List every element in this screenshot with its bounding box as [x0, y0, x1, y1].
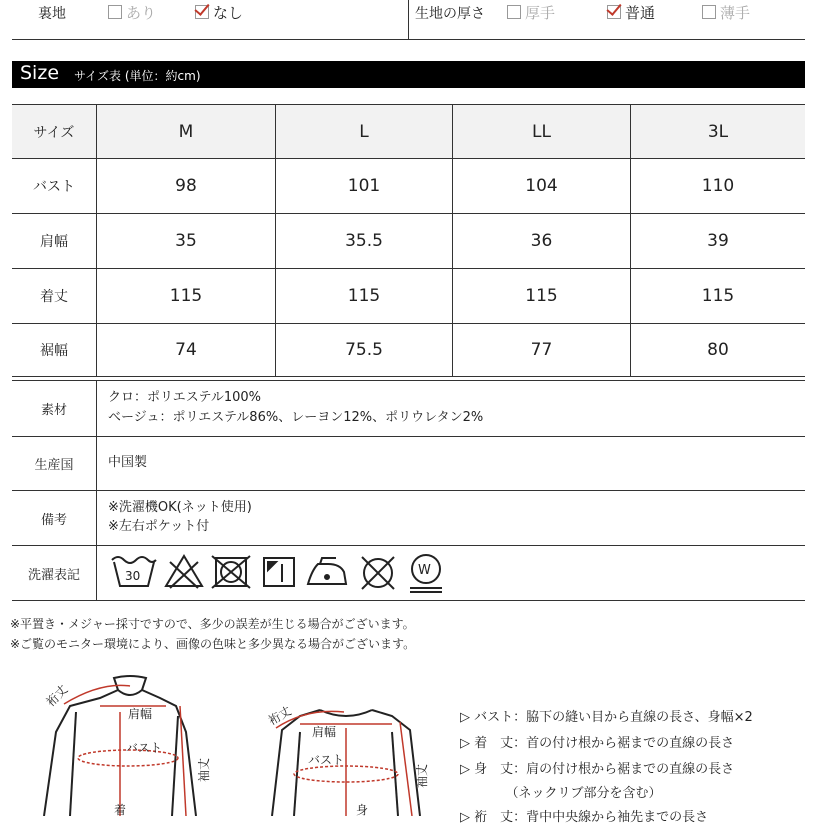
table-cell: 39 — [707, 231, 729, 251]
left-label-bust: バスト — [126, 741, 163, 755]
table-cell: 35 — [175, 231, 197, 251]
material-label: 素材 — [40, 403, 67, 418]
lining-label: 裏地 — [38, 6, 66, 22]
table-cell: 74 — [175, 340, 197, 360]
remarks-label: 備考 — [40, 512, 67, 528]
divider — [408, 0, 409, 39]
care-icons — [108, 548, 453, 596]
right-label-sleeve-full: 裄丈 — [266, 703, 294, 728]
size-header-ll: LL — [532, 121, 551, 142]
line-dry-shade-icon — [264, 558, 294, 586]
material-line-1: クロ：ポリエステル100% — [108, 390, 261, 405]
size-header-l: L — [359, 121, 369, 142]
checked-checkbox-icon — [195, 5, 209, 19]
thickness-option-normal: 普通 — [607, 2, 655, 23]
size-subtitle: サイズ表 (単位：約cm) — [74, 69, 201, 83]
size-header-label: サイズ — [33, 124, 75, 141]
divider — [12, 545, 805, 546]
lining-option-ari: あり — [108, 2, 156, 23]
divider — [12, 490, 805, 491]
divider — [12, 380, 805, 381]
table-cell: 115 — [701, 286, 735, 306]
jacket-measure-lines — [64, 685, 186, 816]
iron-low-icon — [308, 558, 346, 584]
table-cell: 104 — [525, 176, 558, 196]
table-cell: 35.5 — [345, 231, 383, 251]
row-label-hem: 裾幅 — [40, 343, 68, 359]
legend-sleeve-full: ▷ 裄 丈：背中中央線から袖先までの長さ — [460, 810, 709, 825]
table-cell: 98 — [175, 176, 197, 196]
left-label-sleeve: 袖丈 — [197, 757, 211, 782]
row-label-shoulder: 肩幅 — [40, 234, 68, 250]
thickness-option-thin: 薄手 — [702, 2, 750, 23]
right-label-bust: バスト — [308, 753, 345, 767]
left-label-sleeve-full: 裄丈 — [43, 682, 71, 710]
note-line-2: ※ご覧のモニター環境により、画像の色味と多少異なる場合がございます。 — [10, 637, 416, 651]
table-cell: 115 — [525, 286, 558, 306]
size-title: Size — [20, 62, 60, 84]
divider — [12, 39, 805, 40]
table-cell: 75.5 — [345, 340, 383, 360]
legend-neck-rib: （ネックリブ部分を含む） — [460, 786, 662, 801]
checked-checkbox-icon — [607, 5, 621, 19]
no-bleach-icon — [166, 556, 202, 588]
table-cell: 110 — [701, 176, 735, 196]
divider — [12, 436, 805, 437]
origin-label: 生産国 — [34, 458, 74, 473]
left-label-shoulder: 肩幅 — [128, 707, 153, 721]
remarks-line-2: ※左右ポケット付 — [108, 519, 210, 534]
thickness-option-thick: 厚手 — [507, 2, 555, 23]
table-cell: 36 — [530, 231, 553, 251]
row-label-bust: バスト — [33, 179, 75, 195]
divider — [12, 600, 805, 601]
origin-value: 中国製 — [108, 455, 148, 470]
size-section-header — [12, 61, 805, 88]
legend-body-length: ▷ 身 丈：肩の付け根から裾までの直線の長さ — [460, 762, 735, 777]
table-cell: 115 — [169, 286, 203, 306]
left-label-length: 着 — [114, 803, 127, 816]
wash-30-icon — [112, 557, 156, 586]
no-tumble-dry-icon — [212, 556, 250, 588]
remarks-line-1: ※洗濯機OK(ネット使用) — [108, 500, 252, 515]
lining-option-nashi: なし — [195, 2, 243, 23]
row-label-length: 着丈 — [40, 289, 68, 305]
divider — [12, 376, 805, 377]
checkbox-icon — [507, 5, 521, 19]
note-line-1: ※平置き・メジャー採寸ですので、多少の誤差が生じる場合がございます。 — [10, 617, 415, 631]
no-dry-clean-icon — [362, 557, 394, 589]
wash-temp-label: 30 — [125, 569, 141, 583]
care-label: 洗濯表記 — [27, 567, 80, 583]
right-label-length: 身 — [356, 803, 369, 816]
checkbox-icon — [108, 5, 122, 19]
right-label-sleeve: 袖丈 — [415, 763, 429, 788]
divider — [96, 380, 97, 600]
table-cell: 77 — [530, 340, 553, 360]
legend-length: ▷ 着 丈：首の付け根から裾までの直線の長さ — [460, 736, 735, 751]
thickness-label: 生地の厚さ — [415, 6, 485, 22]
material-line-2: ベージュ：ポリエステル86%、レーヨン12%、ポリウレタン2% — [108, 410, 484, 425]
table-cell: 80 — [707, 340, 729, 360]
wet-clean-icon — [410, 555, 442, 592]
table-cell: 101 — [347, 176, 381, 196]
wet-clean-label: W — [418, 563, 431, 578]
checkbox-icon — [702, 5, 716, 19]
table-cell: 115 — [347, 286, 381, 306]
garment-diagram — [0, 672, 460, 816]
size-header-m: M — [178, 121, 194, 142]
size-header-3l: 3L — [707, 121, 729, 142]
right-label-shoulder: 肩幅 — [312, 725, 337, 739]
legend-bust: ▷ バスト：脇下の縫い目から直線の長さ、身幅×2 — [460, 710, 753, 725]
